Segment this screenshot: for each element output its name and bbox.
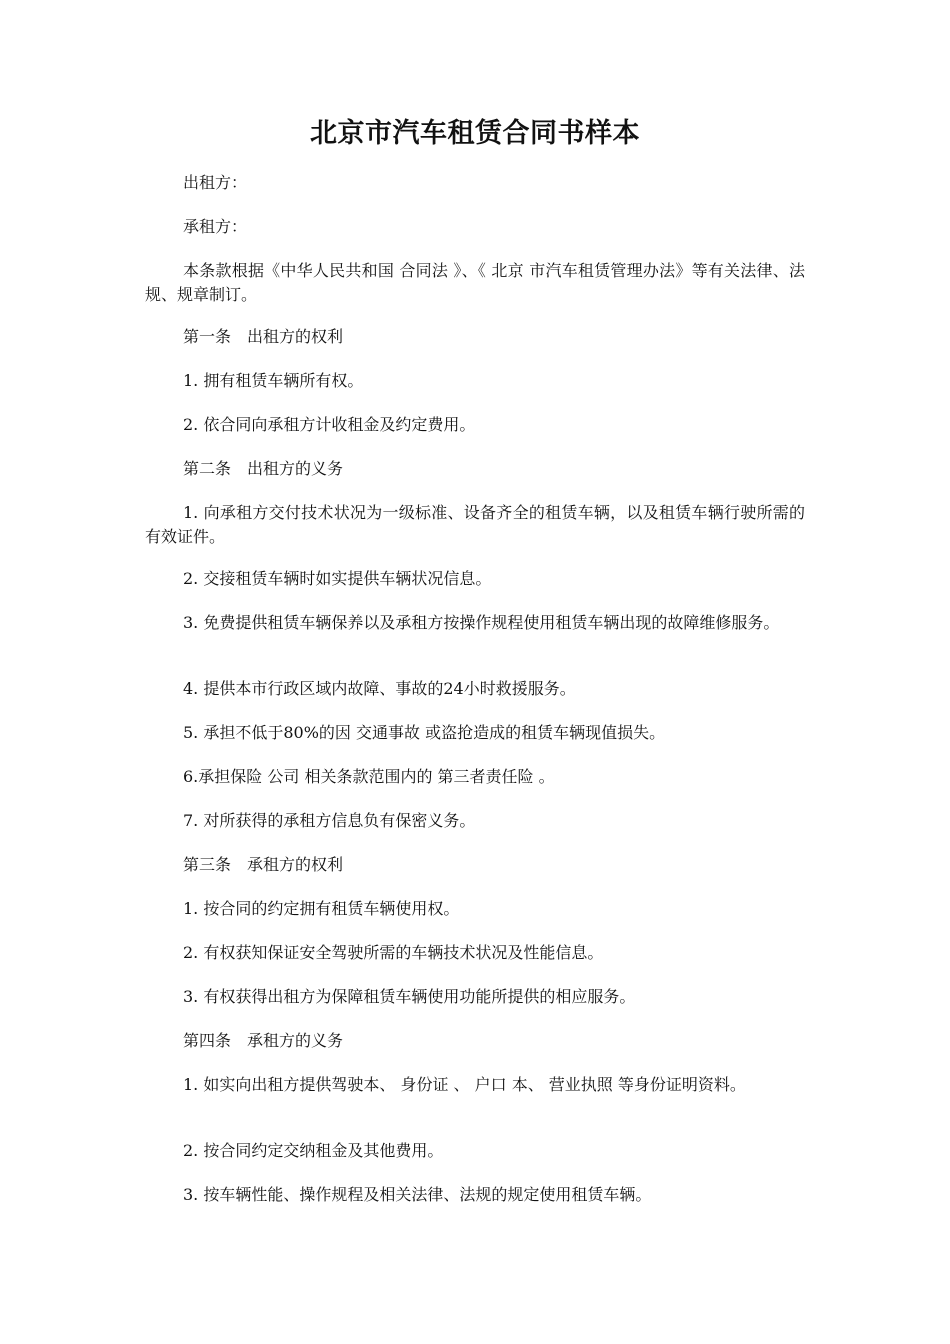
article-4-item-2: 2. 按合同约定交纳租金及其他费用。 [183, 1141, 444, 1160]
article-4-item-1: 1. 如实向出租方提供驾驶本、 身份证 、 户口 本、 营业执照 等身份证明资料。 [183, 1075, 746, 1094]
article-2-item-7: 7. 对所获得的承租方信息负有保密义务。 [183, 811, 476, 830]
article-1-item-2: 2. 依合同向承租方计收租金及约定费用。 [183, 415, 476, 434]
article-2-item-4: 4. 提供本市行政区域内故障、事故的24小时救援服务。 [183, 679, 576, 698]
article-3-item-3: 3. 有权获得出租方为保障租赁车辆使用功能所提供的相应服务。 [183, 987, 636, 1006]
document-title: 北京市汽车租赁合同书样本 [310, 118, 640, 149]
article-2-item-6: 6.承担保险 公司 相关条款范围内的 第三者责任险 。 [183, 767, 555, 786]
article-4-item-3: 3. 按车辆性能、操作规程及相关法律、法规的规定使用租赁车辆。 [183, 1185, 652, 1204]
lessee-line: 承租方： [183, 217, 248, 236]
article-1-item-1: 1. 拥有租赁车辆所有权。 [183, 371, 364, 390]
article-1-heading: 第一条 出租方的权利 [183, 327, 344, 346]
article-3-item-2: 2. 有权获知保证安全驾驶所需的车辆技术状况及性能信息。 [183, 943, 604, 962]
article-3-heading: 第三条 承租方的权利 [183, 855, 344, 874]
article-2-item-3: 3. 免费提供租赁车辆保养以及承租方按操作规程使用租赁车辆出现的故障维修服务。 [183, 613, 780, 632]
article-2-item-2: 2. 交接租赁车辆时如实提供车辆状况信息。 [183, 569, 492, 588]
article-4-heading: 第四条 承租方的义务 [183, 1031, 344, 1050]
article-3-item-1: 1. 按合同的约定拥有租赁车辆使用权。 [183, 899, 460, 918]
lessor-line: 出租方： [183, 173, 248, 192]
preamble-paragraph: 本条款根据《中华人民共和国 合同法 》、《 北京 市汽车租赁管理办法》等有关法律、法规、规章制订。 [145, 261, 805, 304]
article-2-heading: 第二条 出租方的义务 [183, 459, 344, 478]
article-2-item-1: 1. 向承租方交付技术状况为一级标准、设备齐全的租赁车辆，以及租赁车辆行驶所需的有效证件。 [145, 503, 805, 546]
article-2-item-5: 5. 承担不低于80%的因 交通事故 或盗抢造成的租赁车辆现值损失。 [183, 723, 666, 742]
